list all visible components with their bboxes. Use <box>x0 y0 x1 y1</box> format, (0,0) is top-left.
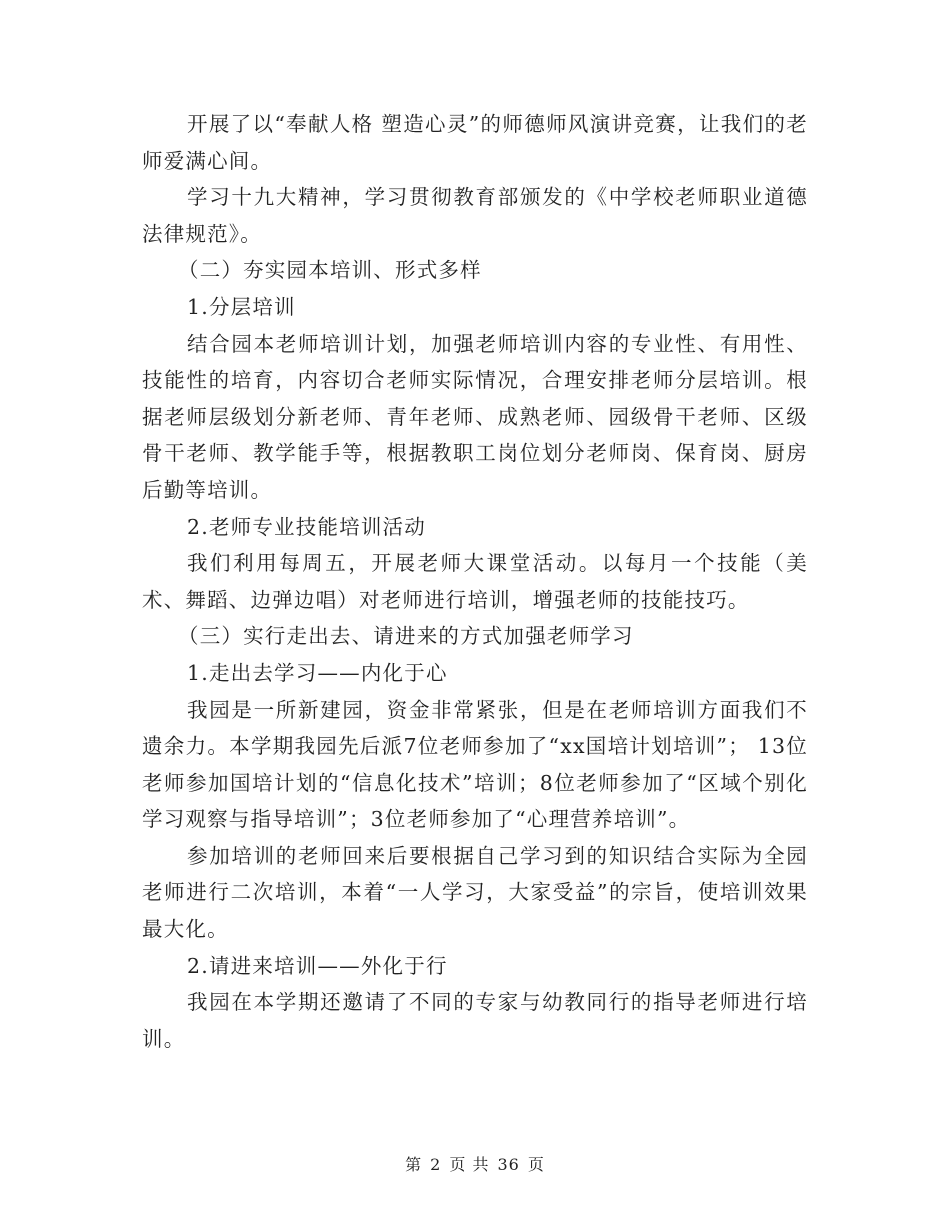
paragraph-skill-training: 我们利用每周五，开展老师大课堂活动。以每月一个技能（美术、舞蹈、边弹边唱）对老师进行培训，增强老师的技能技巧。 <box>142 551 808 612</box>
footer-total-pages: 36 <box>497 1155 520 1174</box>
subheading-skill-training: 2.老师专业技能培训活动 <box>187 514 426 539</box>
footer-prefix: 第 <box>405 1155 423 1174</box>
footer-middle: 页 共 <box>449 1155 490 1174</box>
paragraph-layered-training: 结合园本老师培训计划，加强老师培训内容的专业性、有用性、技能性的培育，内容切合老师实际情况，合理安排老师分层培训。根据老师层级划分新老师、青年老师、成熟老师、园级骨干老师、区级骨干老师、教学能手等，根据教职工岗位划分老师岗、保育岗、厨房后勤等培训。 <box>142 331 808 502</box>
subheading-invite-training: 2.请进来培训——外化于行 <box>187 953 448 978</box>
footer-suffix: 页 <box>527 1155 545 1174</box>
paragraph-secondary-training: 参加培训的老师回来后要根据自己学习到的知识结合实际为全园老师进行二次培训，本着“一人学习，大家受益”的宗旨，使培训效果最大化。 <box>142 843 808 942</box>
paragraph-go-out-learning: 我园是一所新建园，资金非常紧张，但是在老师培训方面我们不遗余力。本学期我园先后派7位老师参加了“xx国培计划培训”； 13位老师参加国培计划的“信息化技术”培训；8位老师参加了“区域个别化学习观察与指导培训”；3位老师参加了“心理营养培训”。 <box>142 697 808 832</box>
section-heading-3: （三）实行走出去、请进来的方式加强老师学习 <box>178 624 634 649</box>
subheading-go-out-learning: 1.走出去学习——内化于心 <box>187 660 448 685</box>
subheading-layered-training: 1.分层培训 <box>187 294 296 319</box>
footer-page-number: 2 <box>430 1155 442 1174</box>
page-footer <box>0 1152 950 1175</box>
paragraph-study-spirit: 学习十九大精神，学习贯彻教育部颁发的《中学校老师职业道德法律规范》。 <box>142 185 808 246</box>
document-body <box>142 106 808 1057</box>
section-heading-2: （二）夯实园本培训、形式多样 <box>178 258 482 283</box>
paragraph-invite-training: 我园在本学期还邀请了不同的专家与幼教同行的指导老师进行培训。 <box>142 990 808 1051</box>
paragraph-speech-contest: 开展了以“奉献人格 塑造心灵”的师德师风演讲竞赛，让我们的老师爱满心间。 <box>142 112 808 173</box>
